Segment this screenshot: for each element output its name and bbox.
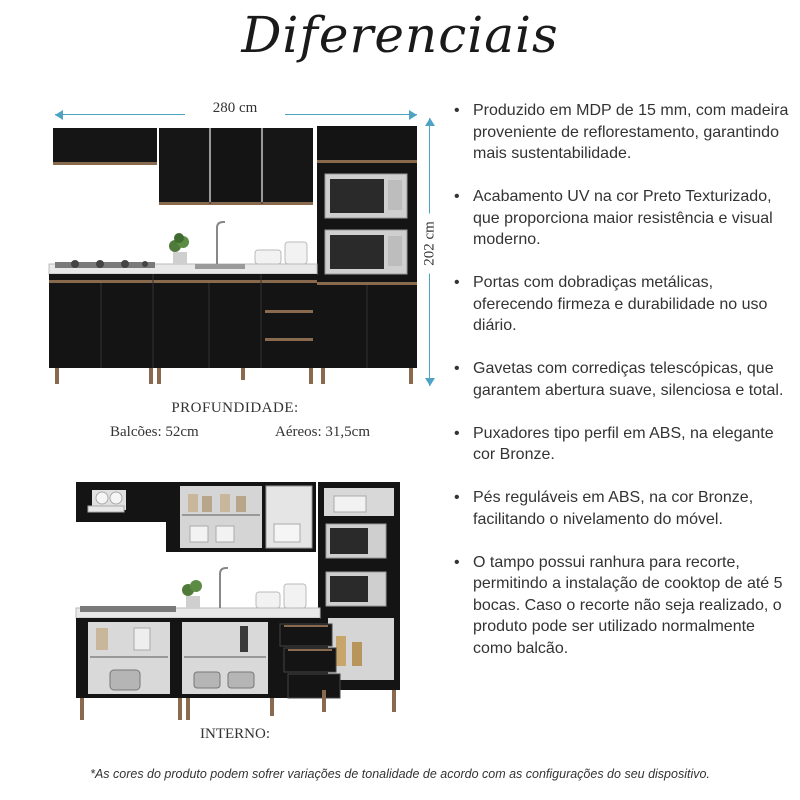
depth-heading: PROFUNDIDADE: bbox=[171, 400, 299, 416]
interior-label: INTERNO: bbox=[200, 726, 270, 742]
feature-item: • O tampo possui ranhura para recorte, permitindo a instalação de cooktop de até 5 bocas. Caso o recorte não seja realizado, o produto pode ser utilizado normalmente como balcão. bbox=[452, 552, 792, 660]
feature-item: • Puxadores tipo perfil em ABS, na elegante cor Bronze. bbox=[452, 423, 792, 466]
kitchen-open-illustration bbox=[70, 476, 405, 726]
feature-list bbox=[452, 100, 792, 659]
feature-item: • Portas com dobradiças metálicas, oferecendo firmeza e durabilidade no uso diário. bbox=[452, 272, 792, 337]
height-dimension-label: 202 cm bbox=[422, 214, 439, 274]
depth-values bbox=[110, 424, 370, 441]
kitchen-closed-illustration bbox=[45, 122, 420, 390]
feature-item: • Gavetas com corrediças telescópicas, que garantem abertura suave, silenciosa e total. bbox=[452, 358, 792, 401]
page-title: Diferenciais bbox=[241, 6, 559, 64]
feature-item: • Pés reguláveis em ABS, na cor Bronze, facilitando o nivelamento do móvel. bbox=[452, 487, 792, 530]
feature-item: • Acabamento UV na cor Preto Texturizado, que proporciona maior resistência e visual moderno. bbox=[452, 186, 792, 251]
width-dimension-label: 280 cm bbox=[185, 100, 285, 117]
color-disclaimer: *As cores do produto podem sofrer variações de tonalidade de acordo com as configurações do seu dispositivo. bbox=[90, 767, 710, 781]
cabinet-depth: Aéreos: 31,5cm bbox=[275, 424, 370, 440]
feature-item: • Produzido em MDP de 15 mm, com madeira proveniente de reflorestamento, garantindo mais sustentabilidade. bbox=[452, 100, 792, 165]
counter-depth: Balcões: 52cm bbox=[110, 424, 199, 440]
